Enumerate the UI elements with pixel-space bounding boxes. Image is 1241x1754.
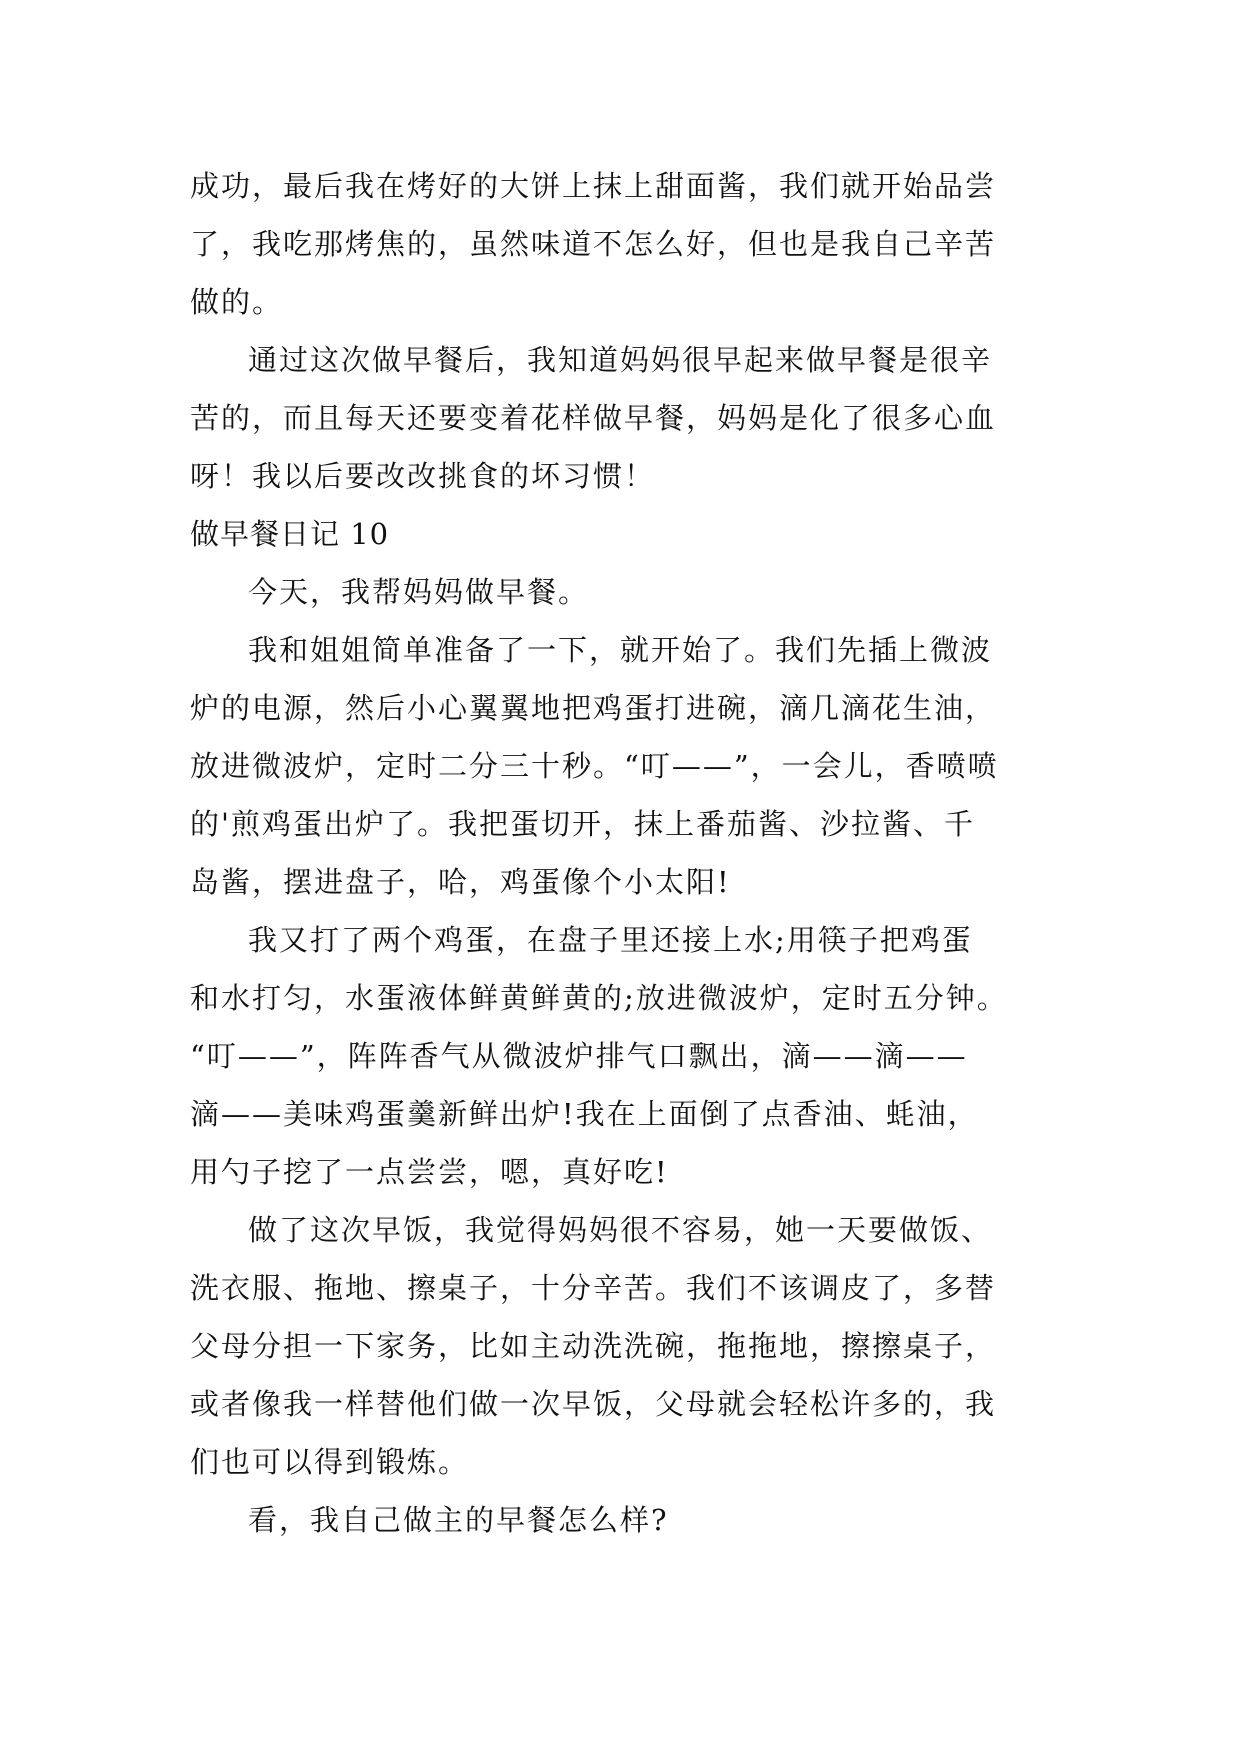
text-line: 的'煎鸡蛋出炉了。我把蛋切开，抹上番茄酱、沙拉酱、千 (190, 807, 975, 841)
text-line: 洗衣服、拖地、擦桌子，十分辛苦。我们不该调皮了，多替 (190, 1271, 997, 1305)
text-line: 我和姐姐简单准备了一下，就开始了。我们先插上微波 (248, 633, 993, 667)
text-line: 我又打了两个鸡蛋，在盘子里还接上水;用筷子把鸡蛋 (248, 923, 973, 957)
text-line: 看，我自己做主的早餐怎么样? (248, 1503, 669, 1537)
text-line: 苦的，而且每天还要变着花样做早餐，妈妈是化了很多心血 (190, 401, 997, 435)
paragraph-7 (190, 1491, 1090, 1549)
text-line: “叮——”，阵阵香气从微波炉排气口飘出，滴——滴—— (190, 1039, 968, 1073)
section-heading (190, 505, 1090, 563)
paragraph-2 (190, 331, 1090, 505)
text-line: 父母分担一下家务，比如主动洗洗碗，拖拖地，擦擦桌子， (190, 1329, 997, 1363)
text-line: 做了这次早饭，我觉得妈妈很不容易，她一天要做饭、 (248, 1213, 993, 1247)
text-line: 和水打匀，水蛋液体鲜黄鲜黄的;放进微波炉，定时五分钟。 (190, 981, 1008, 1015)
text-line: 或者像我一样替他们做一次早饭，父母就会轻松许多的，我 (190, 1387, 997, 1421)
text-line: 们也可以得到锻炼。 (190, 1445, 470, 1479)
text-line: 岛酱，摆进盘子，哈，鸡蛋像个小太阳! (190, 865, 731, 899)
paragraph-4 (190, 621, 1090, 911)
paragraph-5 (190, 911, 1090, 1201)
text-line: 做的。 (190, 285, 284, 319)
text-line: 滴——美味鸡蛋羹新鲜出炉!我在上面倒了点香油、蚝油， (190, 1097, 979, 1131)
text-line: 通过这次做早餐后，我知道妈妈很早起来做早餐是很辛 (248, 343, 993, 377)
text-line: 了，我吃那烤焦的，虽然味道不怎么好，但也是我自己辛苦 (190, 227, 997, 261)
paragraph-6 (190, 1201, 1090, 1491)
text-line: 放进微波炉，定时二分三十秒。“叮——”，一会儿，香喷喷 (190, 749, 999, 783)
text-line: 成功，最后我在烤好的大饼上抹上甜面酱，我们就开始品尝 (190, 169, 997, 203)
text-line: 呀！我以后要改改挑食的坏习惯！ (190, 459, 656, 493)
document-body (190, 157, 1090, 1549)
heading-text: 做早餐日记 10 (190, 517, 390, 551)
text-line: 炉的电源，然后小心翼翼地把鸡蛋打进碗，滴几滴花生油， (190, 691, 997, 725)
paragraph-1 (190, 157, 1090, 331)
text-line: 用勺子挖了一点尝尝，嗯，真好吃! (190, 1155, 669, 1189)
paragraph-3 (190, 563, 1090, 621)
text-line: 今天，我帮妈妈做早餐。 (248, 575, 590, 609)
